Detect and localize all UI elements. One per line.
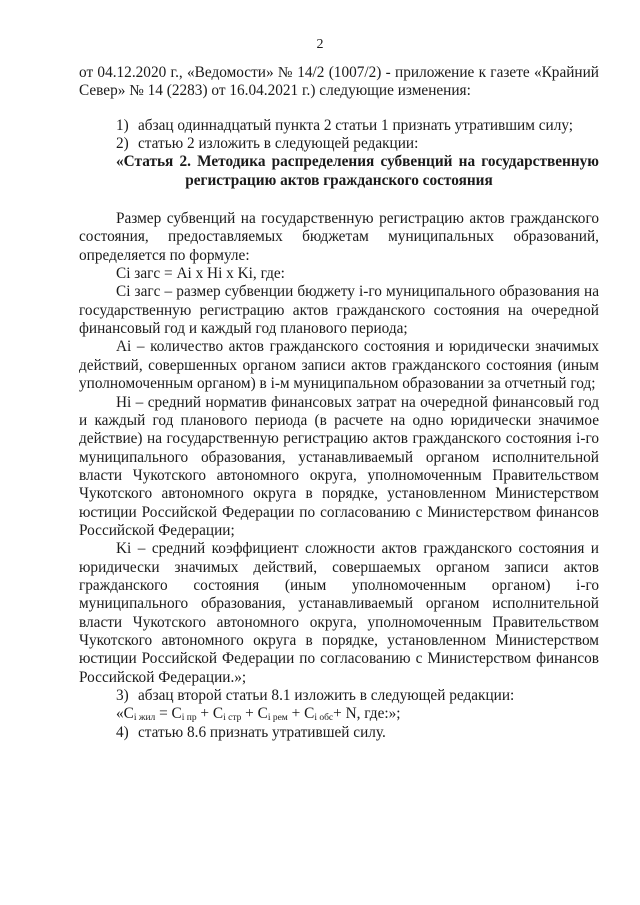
- list-item-3-number: 3): [116, 687, 129, 704]
- body-line: финансовый год и каждый год планового периода;: [79, 320, 408, 338]
- body-line: Ci загс = Ai x Hi x Ki, где:: [116, 265, 285, 283]
- body-line: гражданского состояния (иным уполномоченным органом) i-го: [79, 576, 599, 594]
- formula-part: + N, где:»;: [333, 705, 401, 723]
- formula-part: = C: [155, 705, 182, 723]
- document-body: [79, 64, 599, 742]
- body-line: определяется по формуле:: [79, 246, 250, 264]
- formula-subscript: i стр: [223, 713, 242, 724]
- formula-part: + C: [287, 705, 315, 723]
- page-number: 2: [316, 37, 324, 52]
- body-line: Российской Федерации.»;: [79, 668, 247, 686]
- body-line: муниципального образования, устанавливаемый органом исполнительной: [79, 595, 599, 613]
- body-line: юстиции Российской Федерации по согласованию с Министерством финансов: [79, 503, 599, 521]
- list-item-3: [79, 687, 599, 705]
- list-item-3-text: абзац второй статьи 8.1 изложить в следующей редакции:: [138, 687, 515, 704]
- list-item-1-text: абзац одиннадцатый пункта 2 статьи 1 признать утратившим силу;: [138, 116, 574, 134]
- formula-part: + C: [196, 705, 224, 723]
- body-line: юстиции Российской Федерации по согласованию с Министерством финансов: [79, 650, 599, 668]
- formula-line: [79, 705, 599, 723]
- formula-part: + C: [241, 705, 268, 723]
- formula-part: «C: [116, 705, 134, 723]
- formula-subscript: i жил: [133, 713, 156, 724]
- body-line: муниципального образования, устанавливаемый органом исполнительной: [79, 448, 599, 466]
- list-item-1: [79, 117, 599, 135]
- intro-line-1: от 04.12.2020 г., «Ведомости» № 14/2 (1007/2) - приложение к газете «Крайний: [79, 64, 599, 81]
- body-line: уполномоченным органом) в i-м муниципальном образовании за отчетный год;: [79, 375, 596, 393]
- body-line: Чукотского автономного округа в порядке, установленном Министерством: [79, 631, 599, 649]
- formula-subscript: i пр: [181, 713, 197, 724]
- article-heading-line-1: «Статья 2. Методика распределения субвенций на государственную: [116, 153, 599, 171]
- formula-subscript: i рем: [267, 713, 288, 724]
- body-line: Ai – количество актов гражданского состояния и юридически значимых: [116, 338, 599, 356]
- body-line: действие) на государственную регистрацию актов гражданского состояния i-го: [79, 430, 599, 448]
- list-item-4: [79, 724, 599, 742]
- list-item-2-text: статью 2 изложить в следующей редакции:: [138, 135, 419, 153]
- body-line: Российской Федерации;: [79, 521, 235, 539]
- list-item-4-text: статью 8.6 признать утратившей силу.: [138, 723, 386, 741]
- body-line: государственную регистрацию актов гражданского состояния на очередной: [79, 301, 599, 319]
- body-line: Чукотского автономного округа в порядке, установленном Министерством: [79, 485, 599, 503]
- body-line: власти Чукотского автономного округа, уполномоченным Правительством: [79, 613, 599, 631]
- body-line: юридически значимых действий, совершаемых органом записи актов: [79, 558, 599, 576]
- body-line: власти Чукотского автономного округа, уполномоченным Правительством: [79, 466, 599, 484]
- article-body: [79, 210, 599, 687]
- body-line: состояния, предоставляемых бюджетам муниципальных образований,: [79, 228, 599, 246]
- body-line: Ci загс – размер субвенции бюджету i-го муниципального образования на: [116, 283, 599, 301]
- formula-subscript: i обс: [314, 713, 334, 724]
- body-line: Размер субвенций на государственную регистрацию актов гражданского: [116, 210, 599, 228]
- body-line: и каждый год планового периода (в расчете на одно юридически значимое: [79, 411, 599, 429]
- list-item-2-number: 2): [116, 135, 129, 153]
- intro-line-2: Север» № 14 (2283) от 16.04.2021 г.) следующие изменения:: [79, 82, 471, 100]
- list-item-1-number: 1): [116, 116, 129, 134]
- list-item-2: [79, 135, 599, 153]
- body-line: Ki – средний коэффициент сложности актов гражданского состояния и: [116, 540, 599, 558]
- article-heading-line-2: регистрацию актов гражданского состояния: [185, 171, 493, 189]
- body-line: действий, совершенных органом записи актов гражданского состояния (иным: [79, 356, 599, 374]
- list-item-4-number: 4): [116, 723, 129, 741]
- body-line: Hi – средний норматив финансовых затрат на очередной финансовый год: [116, 393, 599, 411]
